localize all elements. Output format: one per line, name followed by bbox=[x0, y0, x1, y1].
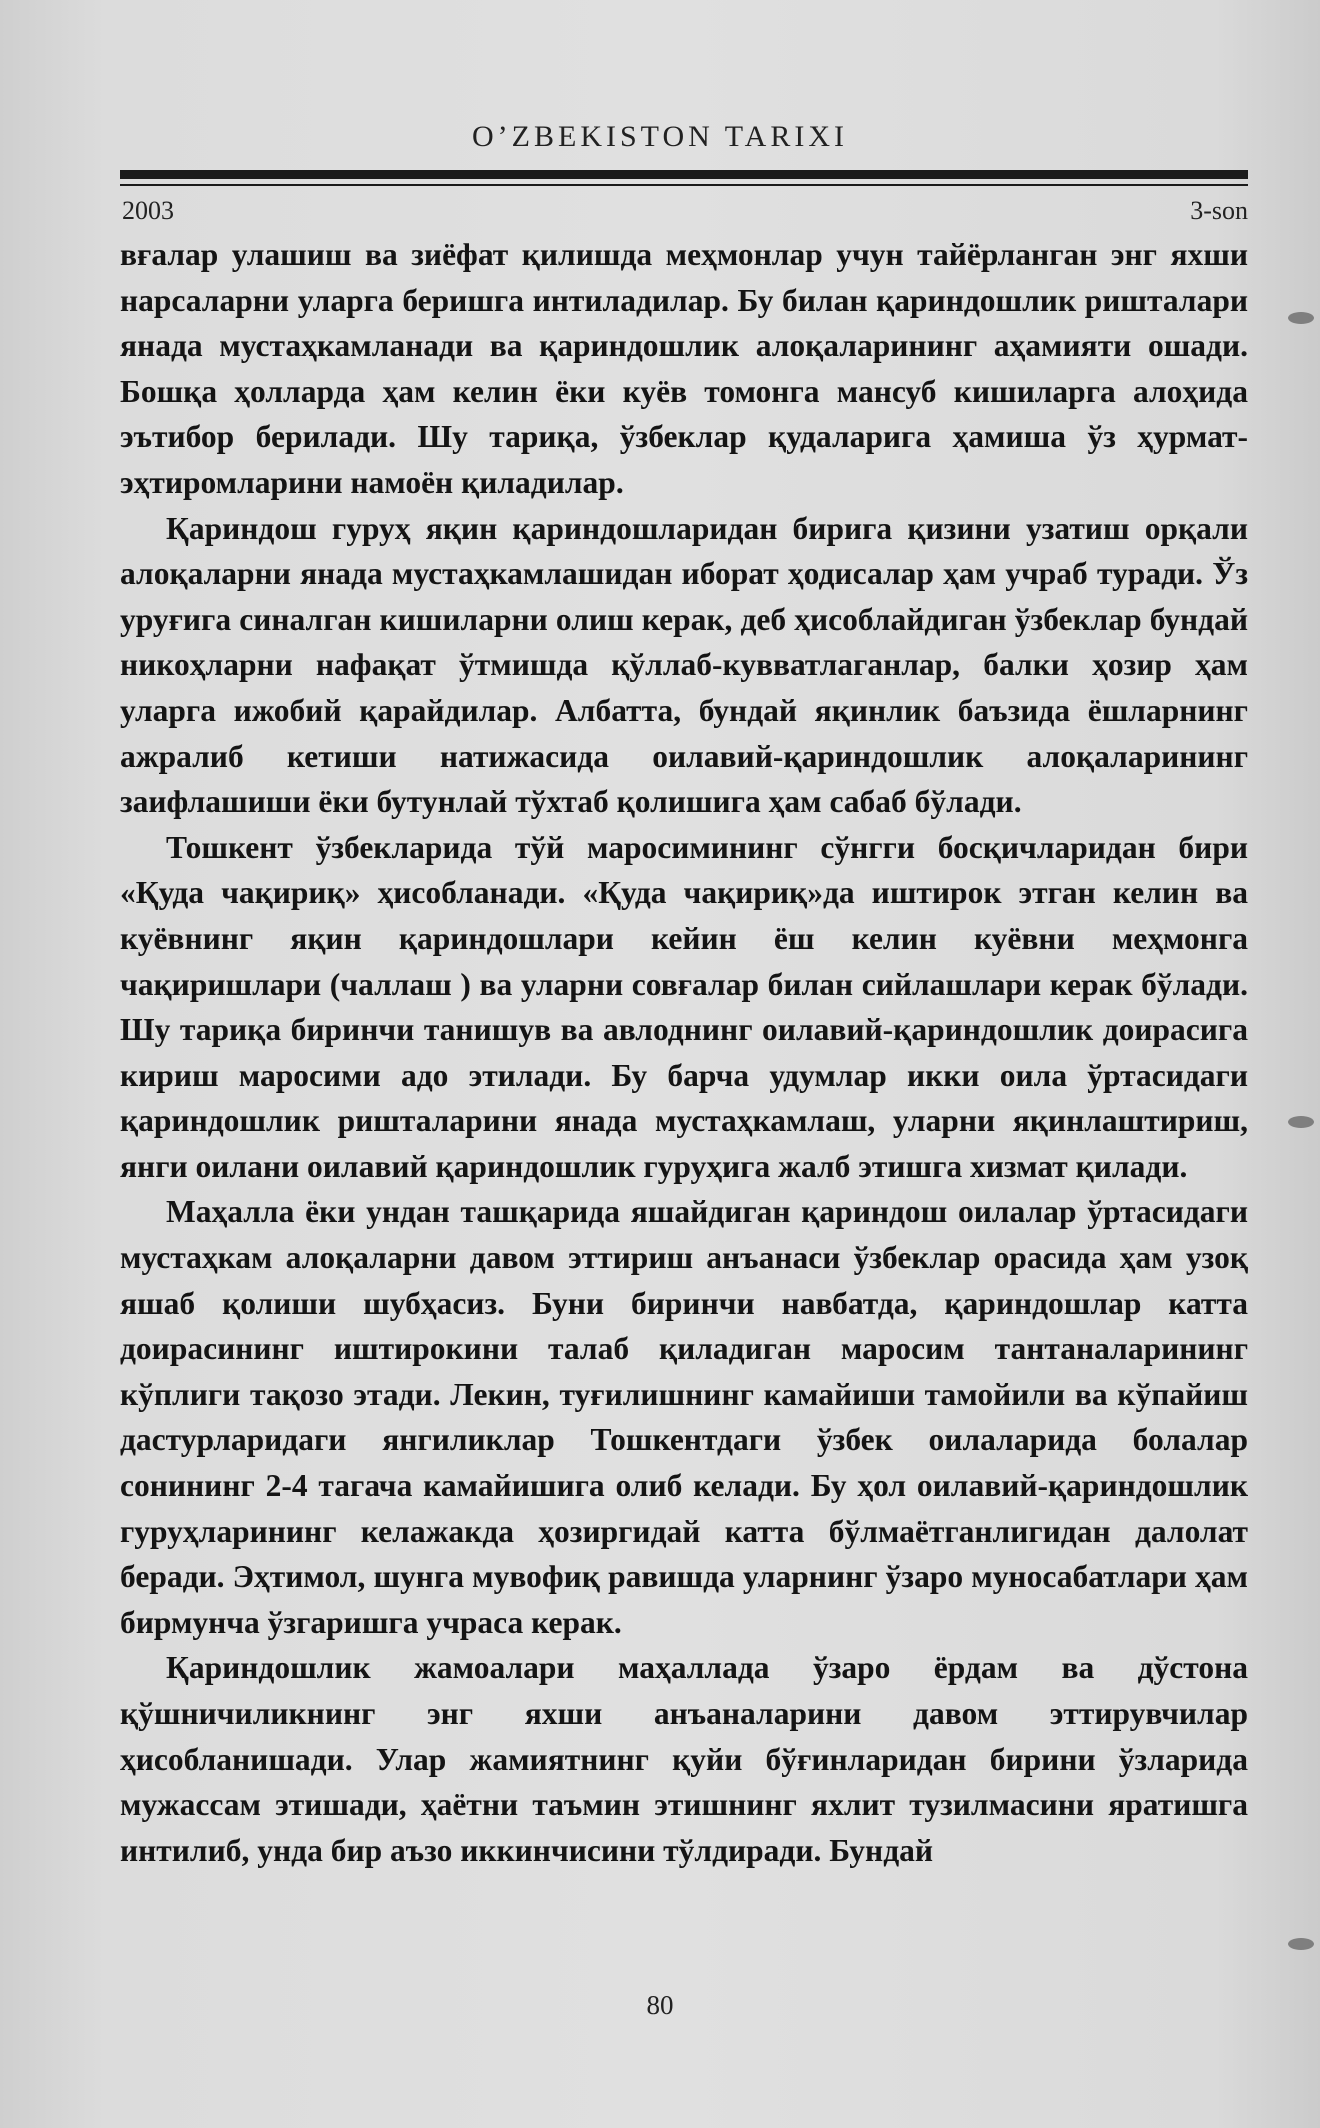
header-rule-thick bbox=[120, 170, 1248, 179]
page-number: 80 bbox=[646, 1990, 674, 2020]
binder-hole-mark bbox=[1288, 312, 1314, 324]
paragraph: Тошкент ўзбекларида тўй маросимининг сўнгги босқичларидан бири «Қуда чақириқ» ҳисобланади. «Қуда чақириқ»да иштирок этган келин ва куёвнинг яқин қариндошлари кейин ёш келин куёвни меҳмонга чақиришлари (чаллаш ) ва уларни совғалар билан сийлашлари керак бўлади. Шу тариқа биринчи танишув ва авлоднинг оилавий-қариндошлик доирасига кириш маросими адо этилади. Бу барча удумлар икки оила ўртасидаги қариндошлик ришталарини янада мустаҳкамлаш, уларни яқинлаштириш, янги оилани оилавий қариндошлик гуруҳига жалб этишга хизмат қилади. bbox=[120, 829, 1248, 1184]
header-rule-thin bbox=[120, 184, 1248, 186]
paragraph: Маҳалла ёки ундан ташқарида яшайдиган қариндош оилалар ўртасидаги мустаҳкам алоқаларни давом эттириш анъанаси ўзбеклар орасида ҳам узоқ яшаб қолиши шубҳасиз. Буни биринчи навбатда, қариндошлар катта доирасининг иштирокини талаб қиладиган маросим тантаналарининг кўплиги тақозо этади. Лекин, туғилишнинг камайиши тамойили ва кўпайиш дастурларидаги янгиликлар Тошкентдаги ўзбек оилаларида болалар сонининг 2-4 тагача камайишига олиб келади. Бу ҳол оилавий-қариндошлик гуруҳларининг келажакда ҳозиргидай катта бўлмаётганлигидан далолат беради. Эҳтимол, шунга мувофиқ равишда уларнинг ўзаро муносабатлари ҳам бирмунча ўзгаришга учраса керак. bbox=[120, 1194, 1248, 1640]
binder-hole-mark bbox=[1288, 1938, 1314, 1950]
journal-title: O’ZBEKISTON TARIXI bbox=[472, 120, 848, 153]
paragraph: Қариндошлик жамоалари маҳаллада ўзаро ёрдам ва дўстона қўшничиликнинг энг яхши анъаналарини давом эттирувчилар ҳисобланишади. Улар жамиятнинг қуйи бўғинларидан бирини ўзларида мужассам этишади, ҳаётни таъмин этишнинг яхлит тузилмасини яратишга интилиб, унда бир аъзо иккинчисини тўлдиради. Бундай bbox=[120, 1650, 1248, 1868]
binder-hole-mark bbox=[1288, 1116, 1314, 1128]
paragraph: Қариндош гуруҳ яқин қариндошларидан бирига қизини узатиш орқали алоқаларни янада мустаҳкамлашидан иборат ҳодисалар ҳам учраб туради. Ўз уруғига синалган кишиларни олиш керак, деб ҳисоблайдиган ўзбеклар бундай никоҳларни нафақат ўтмишда қўллаб-кувватлаганлар, балки ҳозир ҳам уларга ижобий қарайдилар. Албатта, бундай яқинлик баъзида ёшларнинг ажралиб кетиши натижасида оилавий-қариндошлик алоқаларининг заифлашиши ёки бутунлай тўхтаб қолишига ҳам сабаб бўлади. bbox=[120, 510, 1248, 820]
issue-year: 2003 bbox=[122, 196, 174, 225]
article-body bbox=[120, 232, 1248, 1873]
paragraph: вғалар улашиш ва зиёфат қилишда меҳмонлар учун тайёрланган энг яхши нарсаларни уларга беришга интиладилар. Бу билан қариндошлик ришталари янада мустаҳкамланади ва қариндошлик алоқаларининг аҳамияти ошади. Бошқа ҳолларда ҳам келин ёки куёв томонга мансуб кишиларга алоҳида эътибор берилади. Шу тариқа, ўзбеклар қудаларига ҳамиша ўз ҳурмат-эҳтиромларини намоён қиладилар. bbox=[120, 237, 1248, 500]
issue-number: 3-son bbox=[1190, 196, 1248, 225]
